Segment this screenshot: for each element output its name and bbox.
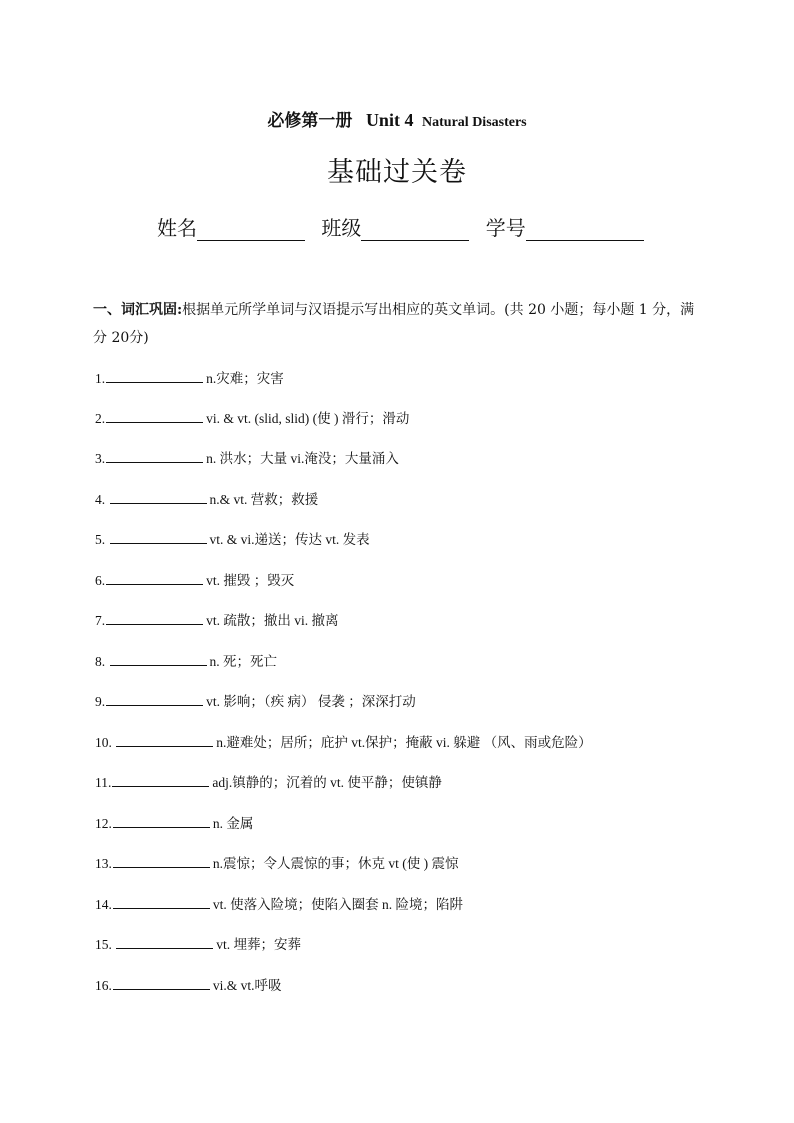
unit-label: Unit 4	[365, 110, 414, 130]
item-number: 3.	[95, 451, 106, 466]
answer-blank[interactable]	[110, 530, 207, 544]
item-hint: vt. 摧毁 ；毁灭	[206, 573, 295, 588]
item-number: 5.	[95, 532, 109, 547]
item-number: 11.	[95, 775, 112, 790]
list-item	[95, 407, 409, 427]
name-label: 姓名	[157, 216, 197, 240]
item-number: 12.	[95, 816, 112, 831]
item-hint: vt. 疏散；撤出 vi. 撤离	[206, 613, 339, 628]
answer-blank[interactable]	[112, 773, 209, 787]
list-item	[95, 812, 253, 832]
list-item	[95, 731, 592, 751]
section-instructions	[93, 296, 708, 352]
answer-blank[interactable]	[106, 692, 203, 706]
item-number: 4.	[95, 492, 109, 507]
list-item	[95, 690, 416, 710]
item-hint: vi. & vt. (slid, slid) (使 ) 滑行；滑动	[206, 411, 410, 426]
item-number: 14.	[95, 897, 112, 912]
list-item	[95, 367, 284, 387]
list-item	[95, 488, 318, 508]
item-number: 10.	[95, 735, 116, 750]
item-number: 13.	[95, 856, 112, 871]
list-item	[95, 650, 277, 670]
item-hint: n.避难处；居所；庇护 vt.保护；掩蔽 vi. 躲避 （风、雨或危险）	[216, 735, 592, 750]
answer-blank[interactable]	[113, 814, 210, 828]
item-hint: n. 洪水；大量 vi.淹没；大量涌入	[206, 451, 399, 466]
list-item	[95, 447, 399, 467]
unit-topic: Natural Disasters	[422, 115, 527, 130]
page-title: 基础过关卷	[327, 157, 467, 188]
item-hint: n. 死；死亡	[209, 654, 277, 669]
list-item	[95, 528, 370, 548]
answer-blank[interactable]	[110, 652, 207, 666]
answer-blank[interactable]	[106, 611, 203, 625]
item-hint: vt. 埋葬；安葬	[216, 937, 302, 952]
answer-blank[interactable]	[106, 409, 203, 423]
id-label: 学号	[485, 216, 526, 240]
item-number: 9.	[95, 694, 106, 709]
item-hint: vt. 影响；（疾 病） 侵袭 ；深深打动	[206, 694, 416, 709]
section-instruction: 根据单元所学单词与汉语提示写出相应的英文单词。(共 20 小题；每小题 1 分，满分 20分)	[93, 302, 695, 346]
list-item	[95, 974, 282, 994]
item-number: 15.	[95, 937, 116, 952]
class-label: 班级	[321, 216, 362, 240]
answer-blank[interactable]	[110, 490, 207, 504]
book-title: 必修第一册	[267, 111, 353, 131]
document-subtitle	[0, 106, 794, 131]
student-info-row	[157, 212, 644, 241]
answer-blank[interactable]	[106, 571, 203, 585]
name-field[interactable]	[197, 218, 305, 241]
list-item	[95, 893, 463, 913]
item-number: 6.	[95, 573, 106, 588]
item-number: 2.	[95, 411, 106, 426]
item-number: 1.	[95, 371, 106, 386]
item-number: 16.	[95, 978, 112, 993]
item-hint: n.震惊；令人震惊的事；休克 vt (使 ) 震惊	[212, 856, 459, 871]
answer-blank[interactable]	[113, 976, 210, 990]
answer-blank[interactable]	[113, 854, 210, 868]
item-hint: n.灾难；灾害	[206, 371, 284, 386]
answer-blank[interactable]	[116, 935, 213, 949]
item-hint: adj.镇静的；沉着的 vt. 使平静；使镇静	[212, 775, 442, 790]
list-item	[95, 933, 301, 953]
class-field[interactable]	[361, 218, 469, 241]
item-hint: vt. & vi.递送；传达 vt. 发表	[209, 532, 370, 547]
answer-blank[interactable]	[116, 733, 213, 747]
item-number: 8.	[95, 654, 109, 669]
list-item	[95, 771, 442, 791]
list-item	[95, 852, 459, 872]
id-field[interactable]	[526, 218, 644, 241]
answer-blank[interactable]	[113, 895, 210, 909]
item-number: 7.	[95, 613, 106, 628]
item-hint: vt. 使落入险境；使陷入圈套 n. 险境；陷阱	[212, 897, 464, 912]
item-hint: n.& vt. 营救；救援	[209, 492, 319, 507]
answer-blank[interactable]	[106, 449, 203, 463]
answer-blank[interactable]	[106, 369, 203, 383]
item-hint: n. 金属	[212, 816, 254, 831]
section-heading: 一、词汇巩固:	[93, 302, 183, 318]
item-hint: vi.& vt.呼吸	[212, 978, 282, 993]
list-item	[95, 609, 339, 629]
list-item	[95, 569, 294, 589]
